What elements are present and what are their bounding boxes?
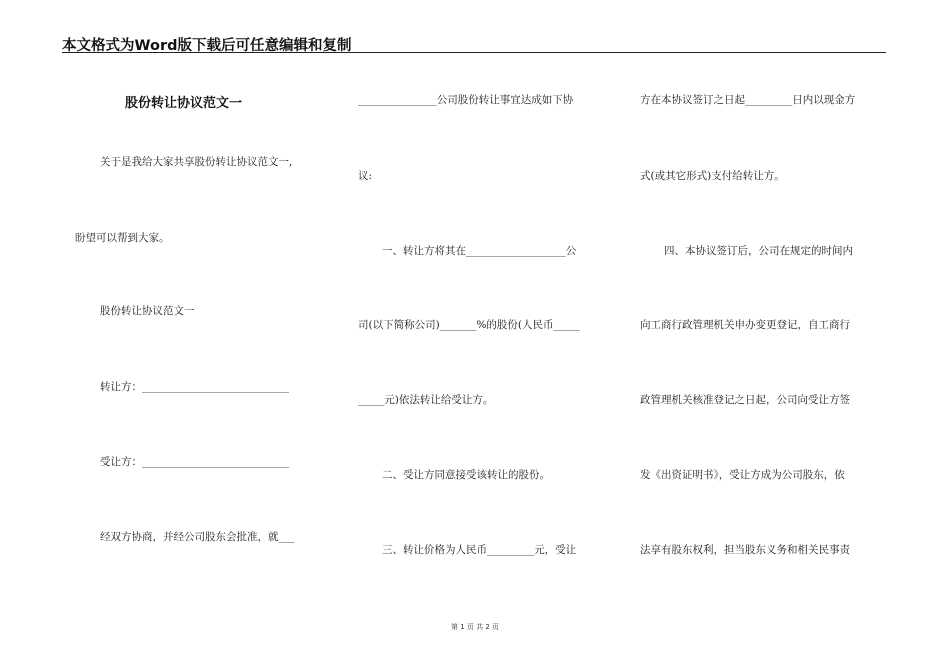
col3-line-5: 政管理机关核准登记之日起，公司向受让方签 [640, 394, 850, 406]
col3-line-3: 四、本协议签订后，公司在规定的时间内 [664, 245, 853, 257]
col1-line-6: 经双方协商，并经公司股东会批准，就___ [100, 531, 295, 543]
col2-line-4: 司(以下简称公司)_______%的股份(人民币_____ [358, 319, 580, 331]
col2-line-7: 三、转让价格为人民币_________元，受让 [382, 544, 577, 556]
document-header [62, 34, 886, 53]
col3-line-6: 发《出资证明书》，受让方成为公司股东，依 [640, 469, 845, 481]
col3-line-1: 方在本协议签订之日起_________日内以现金方 [640, 94, 856, 106]
col3-line-2: 式(或其它形式)支付给转让方。 [640, 170, 785, 182]
col2-line-2: 议: [358, 170, 373, 182]
page-number: 第 1 页 共 2 页 [450, 623, 500, 631]
col1-line-5: 受让方：____________________________ [100, 456, 289, 468]
col3-line-7: 法享有股东权利，担当股东义务和相关民事责 [640, 544, 850, 556]
col2-line-1: _______________公司股份转让事宜达成如下协 [358, 94, 574, 106]
col1-line-4: 转让方：____________________________ [100, 381, 289, 393]
col2-line-5: _____元)依法转让给受让方。 [358, 394, 494, 406]
col1-line-1: 关于是我给大家共享股份转让协议范文一, [100, 156, 293, 168]
col2-line-3: 一、转让方将其在___________________公 [382, 245, 577, 257]
col1-line-2: 盼望可以帮到大家。 [75, 232, 170, 244]
col1-line-3: 股份转让协议范文一 [100, 305, 195, 317]
header-title: 本文格式为Word版下载后可任意编辑和复制 [62, 38, 352, 54]
document-title: 股份转让协议范文一 [125, 96, 243, 111]
col2-line-6: 二、受让方同意接受该转让的股份。 [382, 469, 550, 481]
col3-line-4: 向工商行政管理机关申办变更登记，自工商行 [640, 319, 850, 331]
